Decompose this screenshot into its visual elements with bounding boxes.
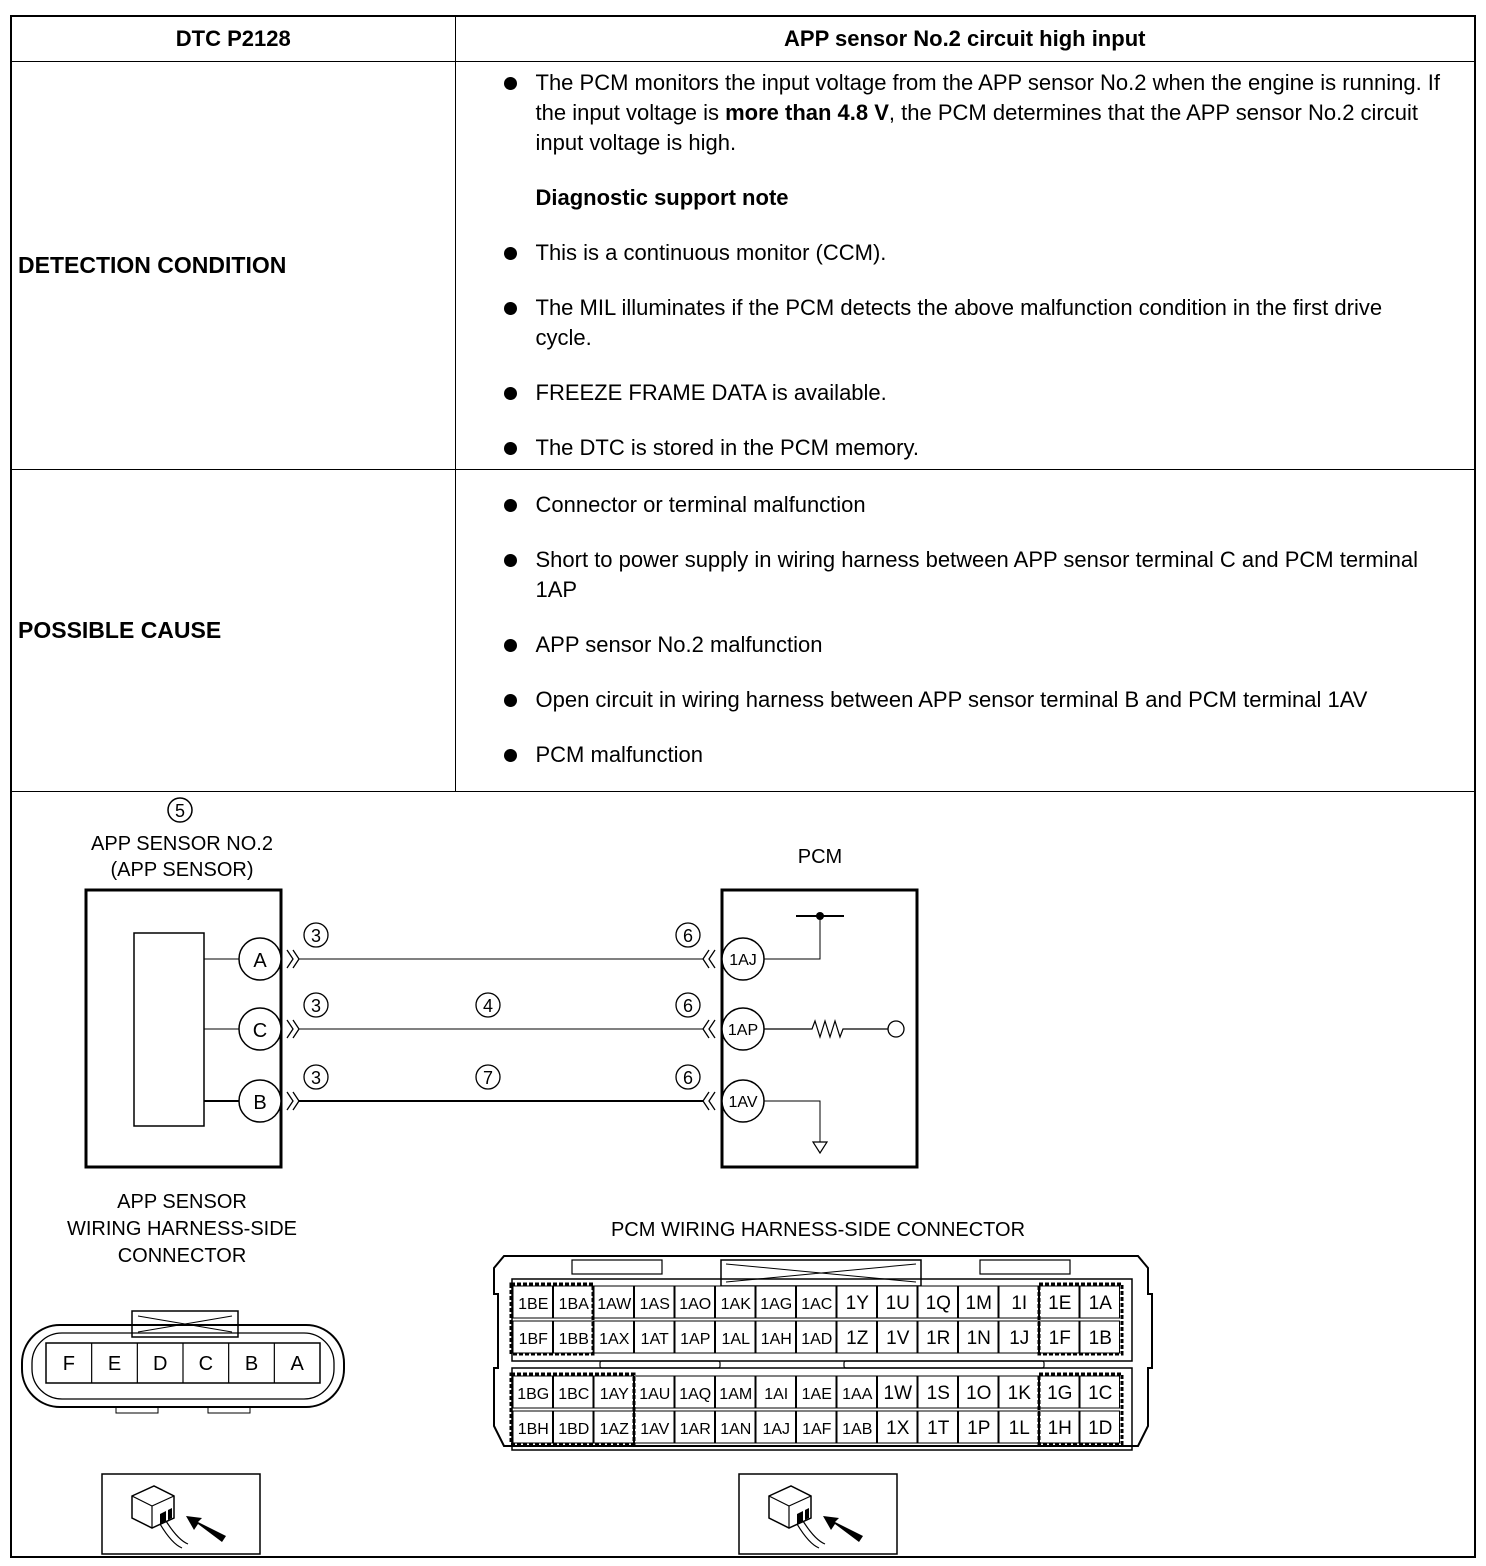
pcm-title: PCM: [797, 846, 843, 868]
pcm-pin-1az: 1AZ: [599, 1421, 629, 1438]
pcm-pin-1p: 1P: [967, 1418, 991, 1439]
pcm-pin-1d: 1D: [1088, 1418, 1113, 1439]
dtc-header-row: [12, 17, 1474, 61]
pcm-pin-1ax: 1AX: [599, 1331, 630, 1348]
pcm-terminal-1av: 1AV: [728, 1094, 758, 1111]
pcm-pin-1w: 1W: [883, 1383, 912, 1404]
pcm-resistor-icon: [764, 1021, 888, 1037]
sensor-pin-f: F: [62, 1353, 75, 1375]
pcm-pin-1y: 1Y: [845, 1293, 869, 1314]
dtc-title: APP sensor No.2 circuit high input: [455, 17, 1474, 61]
sensor-connector-title-3: CONNECTOR: [117, 1245, 247, 1267]
mark-3-a: 3: [310, 926, 322, 946]
pcm-pin-1c: 1C: [1088, 1383, 1113, 1404]
pcm-pin-1ay: 1AY: [599, 1386, 629, 1403]
pcm-pin-1k: 1K: [1007, 1383, 1031, 1404]
pcm-pin-1q: 1Q: [925, 1293, 951, 1314]
cause-item-5: PCM malfunction: [536, 740, 1445, 770]
mark-6-c: 6: [682, 996, 694, 1016]
pcm-connector-key-left: [600, 1361, 720, 1368]
pcm-connector-key-right: [844, 1361, 1044, 1368]
sensor-pin-a: A: [290, 1353, 304, 1375]
pcm-pin-1r: 1R: [926, 1328, 951, 1349]
pcm-pin-1be: 1BE: [518, 1296, 549, 1313]
cause-item-1: Connector or terminal malfunction: [536, 490, 1445, 520]
wiring-diagram: [12, 790, 1474, 1556]
sensor-pin-c: C: [198, 1353, 214, 1375]
pcm-pin-1ba: 1BA: [558, 1296, 589, 1313]
pcm-pin-1aw: 1AW: [597, 1296, 632, 1313]
sensor-connector: [22, 1311, 344, 1413]
mark-6-a: 6: [682, 926, 694, 946]
detection-item-1-text-a: The PCM monitors the input voltage from the APP sensor No.2 when the engine is running. If the input voltage is: [535, 69, 1441, 125]
pcm-pin-1as: 1AS: [639, 1296, 670, 1313]
detection-list: [456, 62, 1475, 469]
dtc-document: [10, 15, 1476, 1558]
pcm-pin-1ah: 1AH: [760, 1331, 792, 1348]
pcm-connector-latch-right: [980, 1260, 1070, 1274]
detection-condition-row: [12, 61, 1474, 469]
pcm-pin-1bc: 1BC: [558, 1386, 590, 1403]
pcm-pin-1z: 1Z: [846, 1328, 869, 1349]
pcm-pin-1s: 1S: [926, 1383, 950, 1404]
detection-item-3: The MIL illuminates if the PCM detects the above malfunction condition in the first drive cycle.: [536, 293, 1445, 353]
pcm-pin-1ae: 1AE: [801, 1386, 832, 1403]
pcm-pin-1bd: 1BD: [558, 1421, 590, 1438]
pcm-pin-1an: 1AN: [720, 1421, 752, 1438]
pcm-connector: [494, 1256, 1152, 1450]
wiring-diagram-svg: [12, 790, 1474, 1556]
detection-item-5: The DTC is stored in the PCM memory.: [536, 433, 1445, 463]
pcm-pin-1ai: 1AI: [764, 1386, 789, 1403]
mark-6-b: 6: [682, 1068, 694, 1088]
sensor-title-1: APP SENSOR NO.2: [91, 833, 273, 855]
pcm-pin-1m: 1M: [965, 1293, 992, 1314]
app-sensor-element: [134, 933, 204, 1126]
detection-item-1: [536, 68, 1445, 158]
ground-icon: [813, 1142, 827, 1153]
connector-chevron-a: [287, 950, 299, 968]
sensor-terminal-a: A: [253, 950, 267, 972]
pcm-pin-1am: 1AM: [719, 1386, 753, 1403]
pcm-internal-supply-wire: [764, 916, 820, 959]
pcm-connector-title: PCM WIRING HARNESS-SIDE CONNECTOR: [610, 1219, 1026, 1241]
pcm-pin-1o: 1O: [966, 1383, 992, 1404]
pcm-pin-1ak: 1AK: [720, 1296, 751, 1313]
pcm-pin-1x: 1X: [886, 1418, 910, 1439]
pcm-pin-1l: 1L: [1008, 1418, 1030, 1439]
pcm-supply-node: [816, 912, 824, 920]
pcm-pin-1ag: 1AG: [760, 1296, 793, 1313]
pcm-terminal-1aj: 1AJ: [729, 952, 757, 969]
pcm-pin-1n: 1N: [966, 1328, 991, 1349]
pcm-pin-1a: 1A: [1088, 1293, 1112, 1314]
cause-item-3: APP sensor No.2 malfunction: [536, 630, 1445, 660]
pcm-pin-1u: 1U: [885, 1293, 910, 1314]
pcm-pin-1bh: 1BH: [517, 1421, 549, 1438]
pcm-pin-1t: 1T: [927, 1418, 950, 1439]
detection-condition-cell: [455, 61, 1474, 469]
sensor-connector-title-2: WIRING HARNESS-SIDE: [66, 1218, 298, 1240]
pcm-pin-1bf: 1BF: [518, 1331, 548, 1348]
pcm-pin-1aj: 1AJ: [762, 1421, 791, 1438]
sensor-pin-b: B: [244, 1353, 259, 1375]
pcm-pin-1f: 1F: [1048, 1328, 1071, 1349]
possible-cause-cell: [455, 469, 1474, 791]
pcm-pin-1e: 1E: [1048, 1293, 1072, 1314]
pcm-pin-1bb: 1BB: [558, 1331, 589, 1348]
diagnostic-support-note-heading: Diagnostic support note: [535, 184, 789, 210]
connector-chevron-c: [287, 1020, 299, 1038]
connector-chevron-b: [287, 1092, 299, 1110]
pcm-pin-1af: 1AF: [802, 1421, 832, 1438]
detection-item-1-text-b: , the PCM determines that the APP sensor No.2 circuit input voltage is high.: [535, 99, 1418, 155]
sensor-pin-e: E: [107, 1353, 122, 1375]
pcm-pin-1ap: 1AP: [680, 1331, 711, 1348]
pcm-chevron-1ap: [703, 1020, 715, 1038]
pcm-ground-wire: [764, 1101, 820, 1142]
mark-3-b: 3: [310, 1068, 322, 1088]
pcm-signal-node: [888, 1021, 904, 1037]
sensor-terminal-c: C: [252, 1020, 268, 1042]
pcm-pin-1b: 1B: [1088, 1328, 1112, 1349]
pcm-connector-pins: [511, 1284, 1122, 1444]
pcm-pin-1i: 1I: [1011, 1293, 1028, 1314]
pcm-pin-1at: 1AT: [640, 1331, 669, 1348]
detection-item-4: FREEZE FRAME DATA is available.: [536, 378, 1445, 408]
cause-list: [456, 484, 1475, 776]
possible-cause-row: [12, 469, 1474, 791]
pcm-pin-1j: 1J: [1009, 1328, 1030, 1349]
probe-connector-icon: [739, 1474, 897, 1554]
pcm-terminal-1ap: 1AP: [727, 1022, 759, 1039]
pcm-pin-1bg: 1BG: [517, 1386, 550, 1403]
cause-item-4: Open circuit in wiring harness between APP sensor terminal B and PCM terminal 1AV: [536, 685, 1445, 715]
possible-cause-label: POSSIBLE CAUSE: [12, 469, 455, 791]
pcm-chevron-1av: [703, 1092, 715, 1110]
pcm-chevron-1aj: [703, 950, 715, 968]
mark-3-c: 3: [310, 996, 322, 1016]
pcm-pin-1ar: 1AR: [679, 1421, 711, 1438]
pcm-pin-1au: 1AU: [639, 1386, 671, 1403]
cause-item-2: Short to power supply in wiring harness between APP sensor terminal C and PCM terminal 1AP: [536, 545, 1445, 605]
pcm-pin-1ab: 1AB: [842, 1421, 873, 1438]
pcm-pin-1ac: 1AC: [801, 1296, 833, 1313]
sensor-connector-title-1: APP SENSOR: [117, 1191, 247, 1213]
pcm-pin-1ad: 1AD: [801, 1331, 833, 1348]
pcm-pin-1h: 1H: [1047, 1418, 1072, 1439]
detection-item-1-threshold: more than 4.8 V: [725, 99, 889, 125]
sensor-terminal-b: B: [253, 1092, 267, 1114]
pcm-pin-1g: 1G: [1047, 1383, 1073, 1404]
detection-condition-label: DETECTION CONDITION: [12, 61, 455, 469]
dtc-code: DTC P2128: [12, 17, 455, 61]
mark-7: 7: [482, 1068, 494, 1088]
sensor-number: 5: [174, 801, 186, 821]
sensor-connector-pins: [63, 1343, 305, 1383]
mark-4: 4: [482, 996, 494, 1016]
probe-connector-icon: [102, 1474, 260, 1554]
pcm-pin-1aa: 1AA: [842, 1386, 873, 1403]
pcm-pin-1al: 1AL: [721, 1331, 750, 1348]
pcm-pin-1aq: 1AQ: [679, 1386, 712, 1403]
sensor-title-2: (APP SENSOR): [110, 859, 254, 881]
pcm-pin-1ao: 1AO: [679, 1296, 712, 1313]
sensor-pin-d: D: [152, 1353, 168, 1375]
detection-item-2: This is a continuous monitor (CCM).: [536, 238, 1445, 268]
dtc-table: [12, 17, 1474, 792]
pcm-connector-latch-left: [572, 1260, 662, 1274]
pcm-pin-1v: 1V: [886, 1328, 910, 1349]
pcm-pin-1av: 1AV: [640, 1421, 670, 1438]
